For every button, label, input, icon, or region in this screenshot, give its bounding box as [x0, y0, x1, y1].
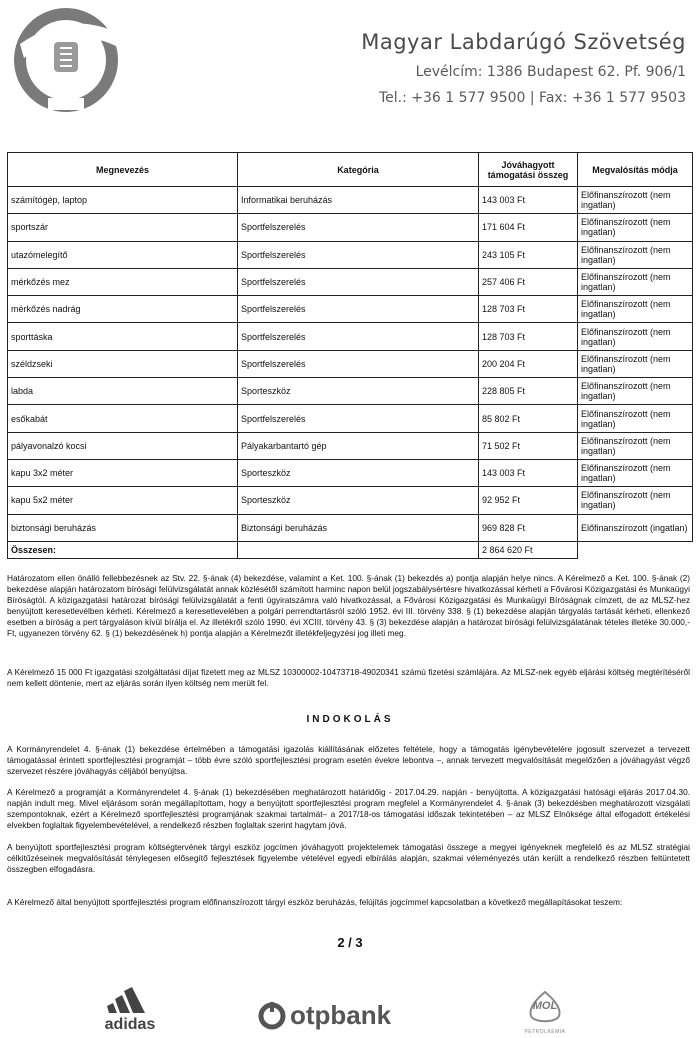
cell-method: Előfinanszírozott (nem ingatlan) — [577, 187, 692, 214]
mol-wordmark: MOL — [532, 1000, 558, 1012]
adidas-logo — [90, 985, 170, 1034]
paragraph-program: A Kérelmező a programját a Kormányrendelet 4. §-ának (1) bekezdésében meghatározott határidőig - 2017.04.29. napján - benyújtotta. A közigazgatási hatósági eljárás 2017.04.30. napján indult meg. Mivel eljárásom során megállapítottam, hogy a benyújtott sportfejlesztési program megfelel a Kormányrendelet 4. §-ának (3) bekezdésben meghatározott vizsgálati szempontoknak, ezért a Kérelmező sportfejlesztési programjának szakmai tartalmát– a 2017/18-os támogatási időszak tekintetében – az MLSZ Elnöksége által elfogadott értékelési elvekben foglaltak figyelembevételével, a rendelkező részben foglaltak szerint hagytam jóvá. — [7, 787, 690, 830]
cell-category: Sporteszköz — [237, 378, 478, 405]
table-row — [8, 459, 693, 486]
paragraph-appeal: Határozatom ellen önálló fellebbezésnek az Stv. 22. §-ának (4) bekezdése, valamint a Ket. 100. §-ának (1) bekezdés a) pontja alapján helye nincs. A Kérelmező a Ket. 100. §-ának (2) bekezdése alapján határozatom bírósági felülvizsgálatát annak közlésétől számított harminc napon belül jogszabálysértésre hivatkozással kérheti a Fővárosi Közigazgatási és Munkaügyi Bíróságtól. A közigazgatási határozat bírósági felülvizsgálatát a fenti ügyiratszámra való hivatkozással, a Fővárosi Közigazgatási és Munkaügyi Bíróságnak címzett, de az MLSZ-hez benyújtott keresetlevélben kérheti. Kérelmező a keresetlevelében a polgári perrendtartásról szóló 1952. évi III. törvény 338. § (1) bekezdése alapján tárgyalás tartását kérheti, ellenkező esetben a bíróság a pert tárgyaláson kívül bírálja el. Az illetékről szóló 1990. évi XCIII. törvény 43. § (3) bekezdése alapján a határozat bírósági felülvizsgálatának tételes illetéke 30.000,- Ft, ugyanezen törvény 62. § (1) bekezdésének h) pontja alapján a Kérelmezőt illetékfeljegyzési jog illeti meg. — [7, 573, 690, 638]
cell-name: számítógép, laptop — [8, 187, 238, 214]
cell-method: Előfinanszírozott (ingatlan) — [577, 514, 692, 541]
total-empty-2 — [577, 541, 692, 558]
table-total-row — [8, 541, 693, 558]
table-row — [8, 187, 693, 214]
cell-category: Informatikai beruházás — [237, 187, 478, 214]
table-row — [8, 514, 693, 541]
cell-amount: 143 003 Ft — [478, 187, 577, 214]
org-address: Levélcím: 1386 Budapest 62. Pf. 906/1 — [415, 64, 686, 80]
mol-logo — [520, 990, 570, 1035]
org-phone: Tel.: +36 1 577 9500 | Fax: +36 1 577 9503 — [378, 90, 686, 106]
cell-method: Előfinanszírozott (nem ingatlan) — [577, 323, 692, 350]
cell-amount: 85 802 Ft — [478, 405, 577, 432]
cell-amount: 200 204 Ft — [478, 350, 577, 377]
otpbank-logo — [258, 1000, 391, 1031]
total-empty — [237, 541, 478, 558]
cell-category: Sportfelszerelés — [237, 268, 478, 295]
table-row — [8, 487, 693, 514]
adidas-wordmark: adidas — [104, 1016, 156, 1033]
total-label: Összesen: — [8, 541, 238, 558]
cell-category: Biztonsági beruházás — [237, 514, 478, 541]
cell-name: esőkabát — [8, 405, 238, 432]
table-row — [8, 268, 693, 295]
cell-amount: 969 828 Ft — [478, 514, 577, 541]
grant-table — [7, 152, 693, 559]
cell-name: mérkőzés mez — [8, 268, 238, 295]
cell-method: Előfinanszírozott (nem ingatlan) — [577, 405, 692, 432]
cell-name: széldzseki — [8, 350, 238, 377]
mlsz-logo — [10, 4, 122, 116]
cell-amount: 171 604 Ft — [478, 214, 577, 241]
cell-category: Sportfelszerelés — [237, 296, 478, 323]
col-header-name: Megnevezés — [8, 153, 238, 187]
col-header-method: Megvalósítás módja — [577, 153, 692, 187]
org-header — [361, 30, 686, 106]
table-row — [8, 241, 693, 268]
adidas-stripes-icon — [105, 985, 155, 1013]
cell-name: kapu 5x2 méter — [8, 487, 238, 514]
col-header-amount: Jóváhagyott támogatási összeg — [478, 153, 577, 187]
table-row — [8, 323, 693, 350]
cell-amount: 228 805 Ft — [478, 378, 577, 405]
cell-category: Pályakarbantartó gép — [237, 432, 478, 459]
mol-subtitle: PETROLKÉMIA — [524, 1029, 566, 1035]
page-number: 2 / 3 — [337, 935, 363, 950]
paragraph-findings: A Kérelmező által benyújtott sportfejlesztési program előfinanszírozott tárgyi eszköz beruházás, felújítás jogcímmel kapcsolatban a következő megállapításokat teszem: — [7, 897, 623, 907]
cell-name: pályavonalzó kocsi — [8, 432, 238, 459]
cell-amount: 257 406 Ft — [478, 268, 577, 295]
table-row — [8, 350, 693, 377]
cell-category: Sporteszköz — [237, 487, 478, 514]
cell-amount: 243 105 Ft — [478, 241, 577, 268]
cell-name: kapu 3x2 méter — [8, 459, 238, 486]
cell-method: Előfinanszírozott (nem ingatlan) — [577, 487, 692, 514]
cell-category: Sportfelszerelés — [237, 350, 478, 377]
section-heading: INDOKOLÁS — [306, 714, 394, 725]
cell-method: Előfinanszírozott (nem ingatlan) — [577, 432, 692, 459]
cell-method: Előfinanszírozott (nem ingatlan) — [577, 350, 692, 377]
cell-method: Előfinanszírozott (nem ingatlan) — [577, 214, 692, 241]
org-name: Magyar Labdarúgó Szövetség — [361, 30, 686, 54]
total-value: 2 864 620 Ft — [478, 541, 577, 558]
otp-symbol-icon — [258, 1002, 286, 1030]
table-row — [8, 432, 693, 459]
paragraph-regulation: A Kormányrendelet 4. §-ának (1) bekezdése értelmében a támogatási igazolás kiállításának előzetes feltétele, hogy a támogatás igénybevételére jogosult szervezet a tervezett támogatással érintett sportfejlesztési programját – több évre szóló sportfejlesztési program esetén évekre lebontva –, annak tervezett megvalósítását megelőzően a jóváhagyást végző szervezet részére jóváhagyás céljából benyújtsa. — [7, 744, 690, 776]
cell-amount: 92 952 Ft — [478, 487, 577, 514]
cell-category: Sportfelszerelés — [237, 241, 478, 268]
cell-amount: 71 502 Ft — [478, 432, 577, 459]
cell-method: Előfinanszírozott (nem ingatlan) — [577, 296, 692, 323]
cell-name: sporttáska — [8, 323, 238, 350]
cell-name: labda — [8, 378, 238, 405]
paragraph-fee: A Kérelmező 15 000 Ft igazgatási szolgáltatási díjat fizetett meg az MLSZ 10300002-10473718-49020341 számú fizetési számlájára. Az MLSZ-nek egyéb eljárási költség megtérítéséről nem kellett döntenie, mert az eljárás során ilyen költség nem merült fel. — [7, 667, 690, 688]
cell-amount: 128 703 Ft — [478, 296, 577, 323]
table-row — [8, 378, 693, 405]
cell-category: Sportfelszerelés — [237, 214, 478, 241]
cell-name: mérkőzés nadrág — [8, 296, 238, 323]
col-header-category: Kategória — [237, 153, 478, 187]
cell-name: sportszár — [8, 214, 238, 241]
cell-name: utazómelegítő — [8, 241, 238, 268]
cell-name: biztonsági beruházás — [8, 514, 238, 541]
table-row — [8, 405, 693, 432]
cell-category: Sportfelszerelés — [237, 323, 478, 350]
otpbank-wordmark: otpbank — [290, 1000, 392, 1030]
table-row — [8, 214, 693, 241]
cell-method: Előfinanszírozott (nem ingatlan) — [577, 378, 692, 405]
cell-method: Előfinanszírozott (nem ingatlan) — [577, 241, 692, 268]
table-row — [8, 296, 693, 323]
cell-amount: 128 703 Ft — [478, 323, 577, 350]
cell-amount: 143 003 Ft — [478, 459, 577, 486]
table-header-row — [8, 153, 693, 187]
cell-method: Előfinanszírozott (nem ingatlan) — [577, 268, 692, 295]
cell-method: Előfinanszírozott (nem ingatlan) — [577, 459, 692, 486]
cell-category: Sportfelszerelés — [237, 405, 478, 432]
cell-category: Sporteszköz — [237, 459, 478, 486]
paragraph-costplan: A benyújtott sportfejlesztési program költségtervének tárgyi eszköz jogcímen jóváhagyott projektelemek támogatási összege a megyei igényeknek megfelelő és az MLSZ stratégiai célkitűzéseinek megvalósítását ténylegesen elősegítő fejlesztések figyelembe vételével egyedi elbírálás alapján, szakmai véleményezés után került a rendelkező részben feltüntetett összegben elfogadásra. — [7, 842, 690, 874]
